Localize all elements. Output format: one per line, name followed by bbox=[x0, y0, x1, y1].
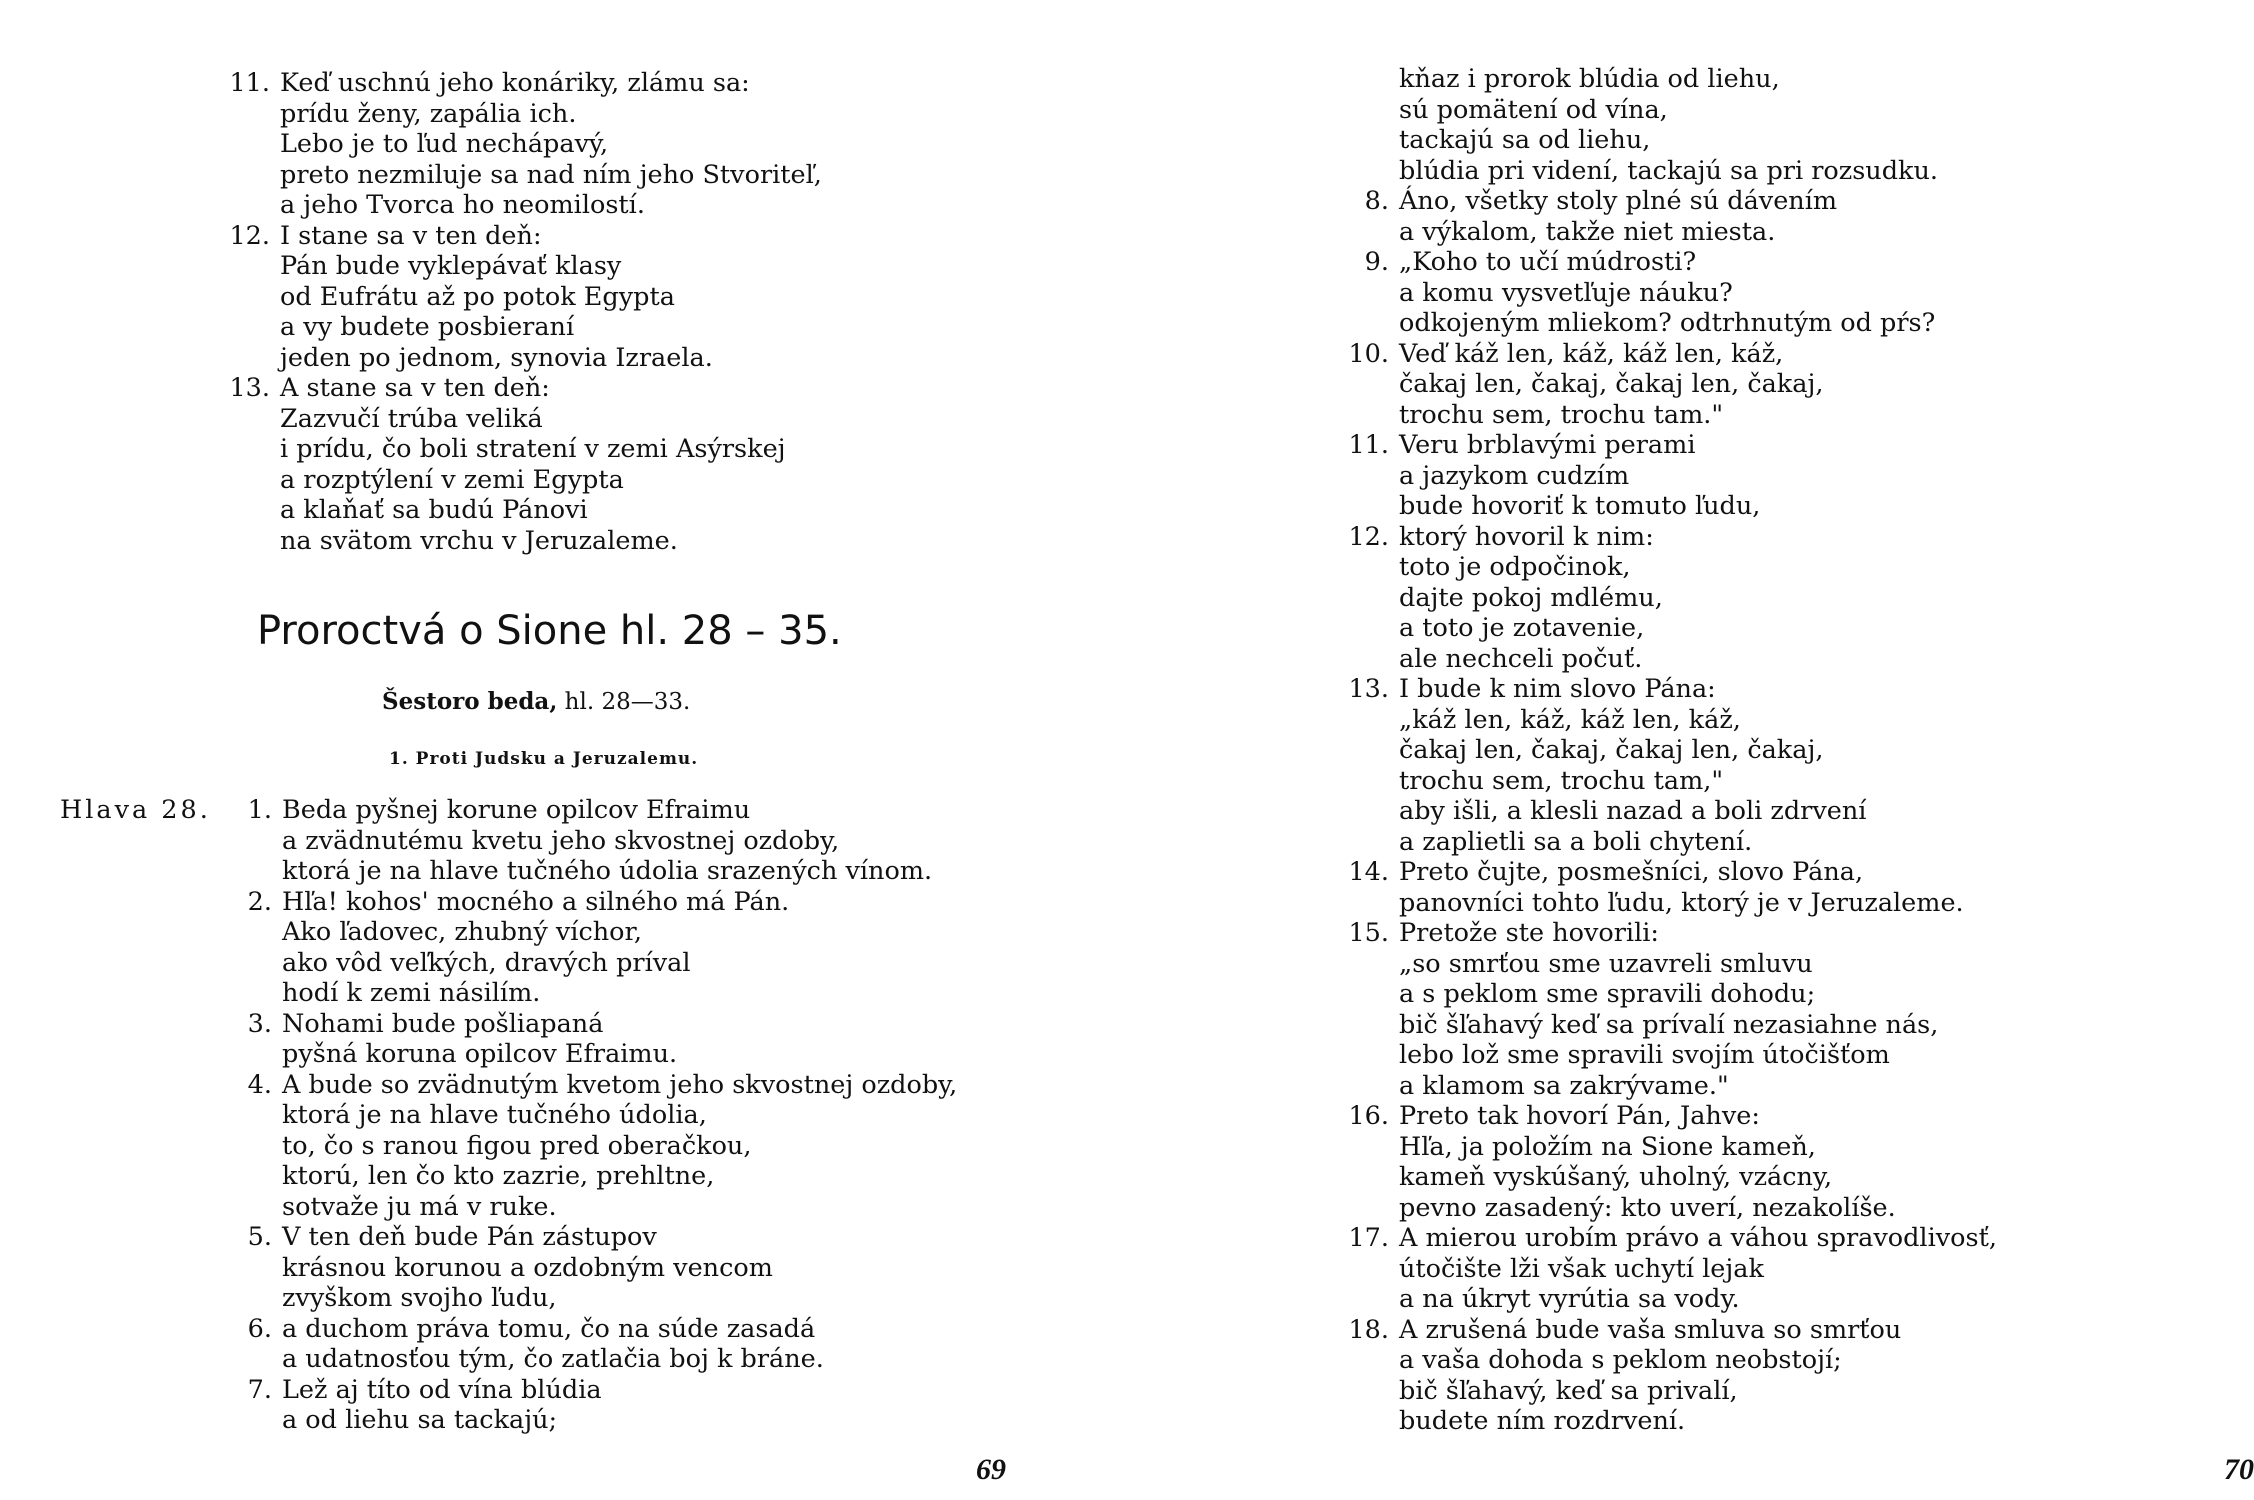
verse-line: hodí k zemi násilím. bbox=[282, 978, 541, 1008]
verse-line: prídu ženy, zapália ich. bbox=[280, 98, 577, 129]
left-page bbox=[0, 0, 1062, 1500]
verse-number: 5. bbox=[247, 1222, 272, 1252]
verse bbox=[247, 1374, 602, 1436]
verse-line: zvyškom svojho ľudu, bbox=[282, 1283, 557, 1313]
verse-line: bude hovoriť k tomuto ľudu, bbox=[1399, 491, 1761, 521]
verse-line: Veru brblavými perami bbox=[1399, 430, 1696, 460]
verse-number: 12. bbox=[229, 220, 270, 251]
verse-number: 8. bbox=[1364, 186, 1389, 216]
verse-number: 11. bbox=[1348, 430, 1389, 460]
verse-line: trochu sem, trochu tam." bbox=[1399, 399, 1724, 430]
verse-line: trochu sem, trochu tam," bbox=[1399, 765, 1724, 796]
section-subtitle-bold: Šestoro beda, bbox=[382, 688, 558, 715]
verse bbox=[247, 1008, 678, 1070]
verse-line: Keď uschnú jeho konáriky, zlámu sa: bbox=[280, 68, 750, 98]
verse-line: a jazykom cudzím bbox=[1399, 460, 1630, 491]
verse-line: a od liehu sa tackajú; bbox=[282, 1405, 558, 1435]
verse-line: Veď káž len, káž, káž len, káž, bbox=[1399, 338, 1784, 369]
verse bbox=[1348, 1101, 1896, 1223]
verse-line: bič šľahavý, keď sa privalí, bbox=[1399, 1375, 1738, 1406]
verse-line: jeden po jednom, synovia Izraela. bbox=[280, 342, 713, 373]
verse-number: 13. bbox=[229, 373, 270, 403]
verse bbox=[1348, 1223, 1997, 1315]
verse-line: krásnou korunou a ozdobným vencom bbox=[282, 1252, 773, 1283]
chapter-label: Hlava 28. bbox=[60, 795, 211, 825]
verse-line: pyšná koruna opilcov Efraimu. bbox=[282, 1039, 678, 1069]
verse-line: sotvaže ju má v ruke. bbox=[282, 1191, 557, 1222]
verse-number: 14. bbox=[1348, 857, 1389, 887]
verse-line: to, čo s ranou figou pred oberačkou, bbox=[282, 1130, 752, 1161]
verse-number: 1. bbox=[247, 795, 272, 825]
verse-number: 12. bbox=[1348, 521, 1389, 552]
verse-line: Preto čujte, posmešníci, slovo Pána, bbox=[1399, 857, 1864, 887]
verse-number: 10. bbox=[1348, 338, 1389, 369]
verse-line: A zrušená bude vaša smluva so smrťou bbox=[1399, 1314, 1902, 1345]
verse-line: „káž len, káž, káž len, káž, bbox=[1399, 704, 1741, 735]
verse-line: kameň vyskúšaný, uholný, vzácny, bbox=[1399, 1162, 1833, 1192]
verse-line: Ako ľadovec, zhubný víchor, bbox=[282, 917, 643, 947]
verse-line: „so smrťou sme uzavreli smluvu bbox=[1399, 948, 1813, 979]
verse bbox=[247, 1222, 773, 1314]
verse-line: a komu vysvetľuje náuku? bbox=[1399, 277, 1733, 308]
page-number-left: 69 bbox=[976, 1453, 1006, 1486]
verse-line: a klamom sa zakrývame." bbox=[1399, 1070, 1729, 1101]
verse-line: a toto je zotavenie, bbox=[1399, 613, 1645, 643]
verse-line: ktorý hovoril k nim: bbox=[1399, 521, 1654, 552]
verse-line: blúdia pri videní, tackajú sa pri rozsudku. bbox=[1399, 155, 1939, 186]
verse-line: ktorú, len čo kto zazrie, prehltne, bbox=[282, 1161, 715, 1191]
verse-line: bič šľahavý keď sa prívalí nezasiahne nás, bbox=[1399, 1009, 1939, 1040]
verse-line: Nohami bude pošliapaná bbox=[282, 1008, 604, 1039]
verse-line: čakaj len, čakaj, čakaj len, čakaj, bbox=[1399, 369, 1824, 399]
verse-line: A mierou urobím právo a váhou spravodlivosť, bbox=[1399, 1223, 1997, 1253]
verse-line: útočište lži však uchytí lejak bbox=[1399, 1253, 1764, 1284]
verse-line: budete ním rozdrvení. bbox=[1399, 1406, 1686, 1436]
verse-number: 6. bbox=[247, 1313, 272, 1344]
verse bbox=[229, 220, 713, 374]
verse-line: a s peklom sme spravili dohodu; bbox=[1399, 979, 1816, 1009]
verse-number: 9. bbox=[1364, 247, 1389, 277]
verse-line: A stane sa v ten deň: bbox=[280, 373, 550, 403]
verse-line: a udatnosťou tým, čo zatlačia boj k bráne. bbox=[282, 1344, 824, 1374]
verse-line: Hľa, ja položím na Sione kameň, bbox=[1399, 1131, 1816, 1162]
verse-line: a duchom práva tomu, čo na súde zasadá bbox=[282, 1313, 816, 1344]
section-subtitle bbox=[382, 688, 690, 715]
verse-line: od Eufrátu až po potok Egypta bbox=[280, 281, 675, 312]
verse bbox=[1348, 918, 1939, 1101]
verse bbox=[1348, 1314, 1902, 1437]
verse-line: ale nechceli počuť. bbox=[1399, 643, 1643, 674]
subsection-title: 1. Proti Judsku a Jeruzalemu. bbox=[389, 749, 699, 769]
verse bbox=[247, 1313, 824, 1375]
verse-number: 17. bbox=[1348, 1223, 1389, 1253]
verse-line: „Koho to učí múdrosti? bbox=[1399, 247, 1697, 277]
verse-line: Áno, všetky stoly plné sú dávením bbox=[1399, 186, 1838, 216]
verse-line: toto je odpočinok, bbox=[1399, 552, 1631, 582]
verse-line: odkojeným mliekom? odtrhnutým od pŕs? bbox=[1399, 308, 1936, 338]
verse-number: 16. bbox=[1348, 1101, 1389, 1131]
verse-line: aby išli, a klesli nazad a boli zdrvení bbox=[1399, 796, 1867, 826]
verse bbox=[1348, 338, 1824, 431]
verse-line: I bude k nim slovo Pána: bbox=[1399, 674, 1716, 704]
verse-line: tackajú sa od liehu, bbox=[1399, 125, 1651, 155]
verse-line: Beda pyšnej korune opilcov Efraimu bbox=[282, 795, 751, 825]
verse-line: a klaňať sa budú Pánovi bbox=[280, 495, 588, 525]
verse-line: A bude so zvädnutým kvetom jeho skvostnej ozdoby, bbox=[282, 1069, 958, 1100]
verse-line: dajte pokoj mdlému, bbox=[1399, 582, 1663, 613]
verse bbox=[1348, 430, 1761, 522]
verse-line: V ten deň bude Pán zástupov bbox=[282, 1222, 657, 1252]
verse-line: Hľa! kohos' mocného a silného má Pán. bbox=[282, 886, 790, 917]
verse-line: a zvädnutému kvetu jeho skvostnej ozdoby, bbox=[282, 825, 840, 856]
verse-line: kňaz i prorok blúdia od liehu, bbox=[1399, 64, 1780, 94]
verse-line: lebo lož sme spravili svojím útočišťom bbox=[1399, 1040, 1890, 1070]
section-subtitle-rest: hl. 28—33. bbox=[557, 689, 691, 715]
page-number-right: 70 bbox=[2224, 1453, 2254, 1486]
verse-line: Preto tak hovorí Pán, Jahve: bbox=[1399, 1101, 1760, 1131]
verse bbox=[247, 1069, 958, 1223]
verse-line: čakaj len, čakaj, čakaj len, čakaj, bbox=[1399, 735, 1824, 765]
verse-line: ktorá je na hlave tučného údolia, bbox=[282, 1100, 707, 1130]
verse-number: 2. bbox=[247, 886, 272, 917]
verse bbox=[1364, 186, 1838, 247]
verse bbox=[247, 886, 790, 1009]
verse-line: a výkalom, takže niet miesta. bbox=[1399, 216, 1776, 247]
verse-number: 4. bbox=[247, 1069, 272, 1100]
verse-line: sú pomätení od vína, bbox=[1399, 94, 1668, 125]
verse-line: Pán bude vyklepávať klasy bbox=[280, 251, 622, 281]
verse bbox=[1348, 674, 1867, 857]
verse-line: I stane sa v ten deň: bbox=[280, 220, 542, 251]
verse bbox=[1364, 247, 1936, 339]
right-page bbox=[1062, 0, 2254, 1500]
verse-line: pevno zasadený: kto uverí, nezakolíše. bbox=[1399, 1192, 1896, 1223]
verse-line: a na úkryt vyrútia sa vody. bbox=[1399, 1284, 1740, 1314]
verse-line: Lež aj títo od vína blúdia bbox=[282, 1374, 602, 1405]
verse-line: preto nezmiluje sa nad ním jeho Stvoriteľ, bbox=[280, 159, 822, 190]
verse-line: a vy budete posbieraní bbox=[280, 312, 575, 342]
section-title: Proroctvá o Sione hl. 28 – 35. bbox=[257, 608, 842, 654]
verse-line: Zazvučí trúba veliká bbox=[280, 403, 543, 434]
verse-number: 13. bbox=[1348, 674, 1389, 704]
verse-line: a vaša dohoda s peklom neobstojí; bbox=[1399, 1345, 1842, 1375]
verse-line: Lebo je to ľud nechápavý, bbox=[280, 129, 609, 159]
verse-line: i prídu, čo boli stratení v zemi Asýrskej bbox=[280, 434, 786, 464]
verse bbox=[229, 373, 786, 556]
verse-line: a rozptýlení v zemi Egypta bbox=[280, 464, 624, 495]
verse-line: Pretože ste hovorili: bbox=[1399, 918, 1659, 948]
verse-number: 7. bbox=[247, 1374, 272, 1405]
verse bbox=[247, 795, 933, 887]
verse-continuation bbox=[1399, 64, 1938, 186]
verse-line: a jeho Tvorca ho neomilostí. bbox=[280, 190, 645, 220]
verse-number: 11. bbox=[229, 68, 270, 98]
verse-number: 18. bbox=[1348, 1314, 1389, 1345]
verse bbox=[1348, 521, 1663, 675]
verse-line: ktorá je na hlave tučného údolia srazených vínom. bbox=[282, 856, 933, 886]
verse-line: a zaplietli sa a boli chytení. bbox=[1399, 826, 1753, 857]
verse-line: panovníci tohto ľudu, ktorý je v Jeruzaleme. bbox=[1399, 887, 1964, 918]
verse-number: 15. bbox=[1348, 918, 1389, 948]
verse bbox=[1348, 857, 1964, 918]
verse-number: 3. bbox=[247, 1008, 272, 1039]
verse-line: na svätom vrchu v Jeruzaleme. bbox=[280, 525, 678, 556]
verse bbox=[229, 68, 822, 221]
verse-line: ako vôd veľkých, dravých príval bbox=[282, 947, 691, 978]
